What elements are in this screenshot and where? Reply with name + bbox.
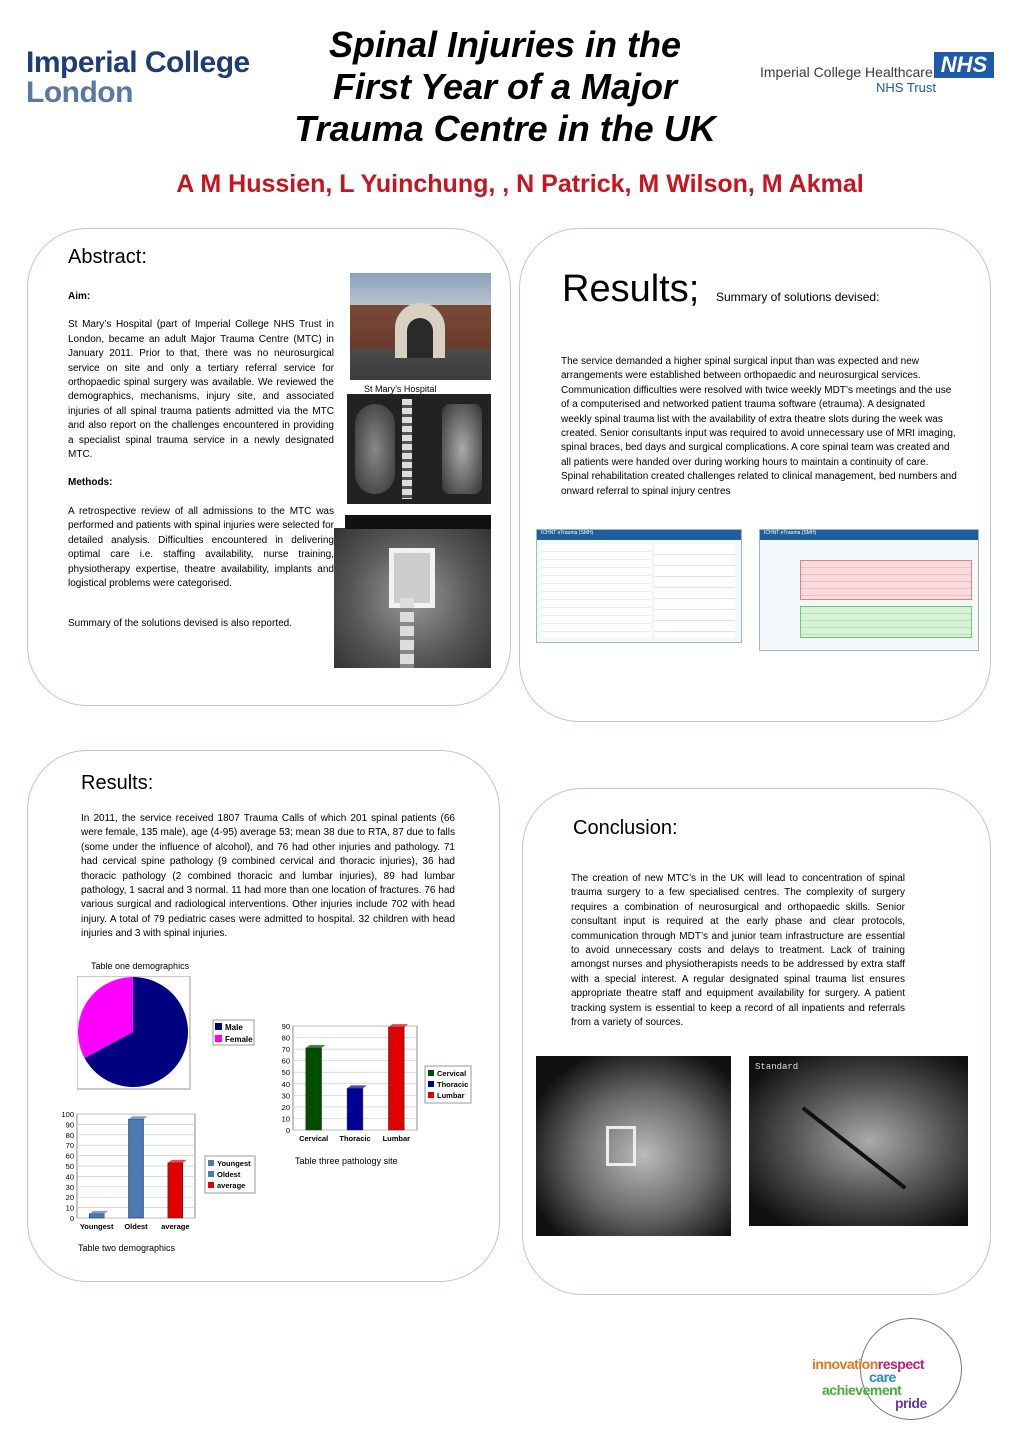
legend-label: Lumbar (437, 1091, 465, 1100)
legend-swatch (208, 1171, 214, 1177)
etrauma-screen1-title: ICHNT eTrauma (SMH) (537, 530, 741, 540)
y-tick-label: 90 (281, 1022, 290, 1031)
nhs-logo-trust: NHS Trust (876, 80, 936, 95)
abstract-heading: Abstract: (68, 246, 147, 268)
age-bar-chart (55, 1106, 260, 1236)
x-tick-label: Thoracic (339, 1134, 371, 1143)
table1-caption: Table one demographics (91, 961, 190, 971)
legend-female-swatch (215, 1035, 222, 1042)
y-tick-label: 50 (281, 1068, 290, 1078)
legend-label: average (217, 1181, 246, 1190)
legend-label: Oldest (217, 1170, 241, 1179)
gender-pie-chart (77, 976, 257, 1090)
methods-label: Methods: (68, 477, 113, 489)
legend-male-swatch (215, 1023, 222, 1030)
y-tick-label: 20 (65, 1193, 74, 1203)
nhs-logo-text: Imperial College Healthcare (760, 64, 933, 80)
x-tick-label: Oldest (124, 1222, 148, 1231)
value-pride: pride (895, 1395, 927, 1411)
methods-text: A retrospective review of all admissions to the MTC was performed and patients with spinal injuries were selected for detailed analysis. Difficulties encountered in delivering optimal care i.e. staffing availability, nurse training, physiotherapy expertise, theatre availability, implants and logistical problems were categorised. (68, 505, 334, 589)
bar-cervical (306, 1048, 322, 1130)
table2-caption: Table two demographics (78, 1243, 176, 1253)
xray-label-text: Standard (755, 1062, 799, 1072)
y-tick-label: 10 (281, 1114, 290, 1124)
y-tick-label: 40 (65, 1172, 74, 1182)
aim-label: Aim: (68, 291, 91, 302)
legend-swatch (428, 1081, 434, 1087)
title-line-3: Trauma Centre in the UK (294, 108, 716, 149)
bar-oldest (129, 1119, 144, 1218)
y-tick-label: 100 (61, 1110, 74, 1119)
aim-text: St Mary’s Hospital (part of Imperial College NHS Trust in London, became an adult Major Trauma Centre (MTC) in January 2011. Prior to that, there was no neurosurgical service on site and only a tertiary referral service for orthopaedic spinal surgery was available. We reviewed the demographics, mechanisms, injury site, and associated injuries of all spinal trauma patients admitted via the MTC and also report on the challenges encountered in providing a specialist spinal trauma service in a newly designated MTC. (68, 319, 334, 461)
ct-scan-image (347, 394, 491, 504)
logo-left-line2: London (26, 76, 133, 109)
y-tick-label: 0 (285, 1126, 290, 1135)
y-tick-label: 0 (69, 1214, 74, 1223)
cervical-xray (536, 1056, 731, 1236)
legend-label: Thoracic (437, 1080, 469, 1089)
abstract-body (68, 290, 334, 632)
etrauma-screenshot-2 (759, 529, 979, 651)
pie-slices (78, 977, 188, 1087)
bar-youngest (89, 1214, 104, 1218)
results-summary-text: The service demanded a higher spinal surgical input than was expected and new arrangements were established between orthopaedic and neurosurgical services. Communication difficulties were resolved with twice weekly MDT’s meetings and the use of a computerised and networked patient trauma software (etrauma). A designated weekly spinal trauma list with the availability of extra theatre slots during the week was created. Senior consultants input was required to avoid unnecessary use of MRI imaging, spinal braces, bed days and surgical complications. A core spinal team was created and all patients were handed over during working hours to maintain a continuity of care. Spinal rehabilitation created challenges related to clinical management, bed numbers and onward referral to spinal injury centres (561, 356, 957, 497)
authors: A M Hussien, L Yuinchung, , N Patrick, M Wilson, M Akmal (176, 170, 864, 198)
value-respect: respect (877, 1356, 925, 1372)
results-data-heading: Results: (81, 772, 154, 794)
results-data-text: In 2011, the service received 1807 Trauma Calls of which 201 spinal patients (66 were female, 135 male), age (4-95) average 53; mean 38 due to RTA, 87 due to falls (some under the influence of alcohol), and 76 had other injuries and pathology. 71 had cervical spine pathology (9 combined cervical and thoracic injuries), 36 had thoracic pathology (2 combined thoracic and lumbar injuries), 89 had lumbar pathology, 1 sacral and 3 normal. 11 had more than one location of fractures. 76 had various surgical and radiological interventions. Other injuries include 702 with head injury. A total of 79 pediatric cases were admitted to hospital. 32 children with head injuries and 3 with spinal injuries. (81, 813, 455, 940)
legend-label: Cervical (437, 1069, 467, 1078)
legend-swatch (208, 1182, 214, 1188)
legend-swatch (428, 1092, 434, 1098)
results-heading: Results; (562, 268, 700, 310)
x-tick-label: average (161, 1222, 190, 1231)
conclusion-text: The creation of new MTC’s in the UK will lead to concentration of spinal trauma surgery to a few specialised centres. The complexity of surgery requires a combination of neurosurgical and orthopaedic skills. Senior consultant input is required at the early phase and clear protocols, communication through MDT’s and junior team infrastructure are essential to avoid unnecessary costs and delays to treatment. Lack of training amongst nurses and physiotherapists needs to be addressed by extra staff with a special interest. A regular designated spinal trauma list ensures appropriate theatre staff and equipment availability for surgery. A patient tracking system is essential to keep a record of all inpatients and referrals from a variety of sources. (571, 873, 905, 1029)
results-subheading: Summary of solutions devised: (716, 290, 880, 304)
y-tick-label: 80 (281, 1033, 290, 1043)
pathology-bar-chart (275, 1018, 475, 1148)
value-care: care (869, 1369, 896, 1385)
value-achievement: achievement (822, 1382, 902, 1398)
etrauma-screen2-title: ICHNT eTrauma (SMH) (760, 530, 978, 540)
poster-title (240, 24, 770, 150)
y-tick-label: 80 (65, 1130, 74, 1140)
y-tick-label: 30 (65, 1182, 74, 1192)
bar-average (168, 1163, 183, 1218)
y-tick-label: 30 (281, 1091, 290, 1101)
value-innovation: innovation (812, 1356, 878, 1372)
imperial-college-logo (26, 48, 250, 108)
y-tick-label: 50 (65, 1162, 74, 1171)
etrauma-screenshot-1 (536, 529, 742, 643)
spine-xray-implant (334, 528, 491, 668)
legend-male-label: Male (225, 1023, 243, 1032)
logo-left-line1: Imperial College (26, 46, 250, 79)
summary-text: Summary of the solutions devised is also reported. (68, 618, 292, 630)
legend-female-label: Female (225, 1035, 253, 1044)
x-tick-label: Cervical (299, 1134, 329, 1143)
y-tick-label: 70 (65, 1141, 74, 1151)
y-tick-label: 10 (65, 1203, 74, 1213)
fluoroscopy-image (749, 1056, 968, 1226)
conclusion-heading: Conclusion: (573, 817, 678, 839)
bar-thoracic (347, 1088, 363, 1130)
values-logo (812, 1358, 927, 1410)
x-tick-label: Lumbar (382, 1134, 411, 1143)
y-tick-label: 60 (281, 1056, 290, 1066)
hospital-photo-caption: St Mary’s Hospital (364, 384, 437, 394)
legend-label: Youngest (217, 1159, 251, 1168)
bar-lumbar (388, 1027, 404, 1130)
legend-swatch (428, 1070, 434, 1076)
y-tick-label: 90 (65, 1120, 74, 1130)
y-tick-label: 60 (65, 1151, 74, 1161)
legend-swatch (208, 1160, 214, 1166)
title-line-2: First Year of a Major (332, 66, 678, 107)
title-line-1: Spinal Injuries in the (328, 24, 682, 65)
table3-caption: Table three pathology site (295, 1156, 398, 1166)
nhs-logo-badge: NHS (934, 52, 994, 78)
y-tick-label: 70 (281, 1045, 290, 1055)
y-tick-label: 20 (281, 1102, 290, 1112)
hospital-photo (350, 273, 491, 380)
xray-top-strip (345, 515, 491, 529)
y-tick-label: 40 (281, 1079, 290, 1089)
x-tick-label: Youngest (79, 1222, 114, 1231)
